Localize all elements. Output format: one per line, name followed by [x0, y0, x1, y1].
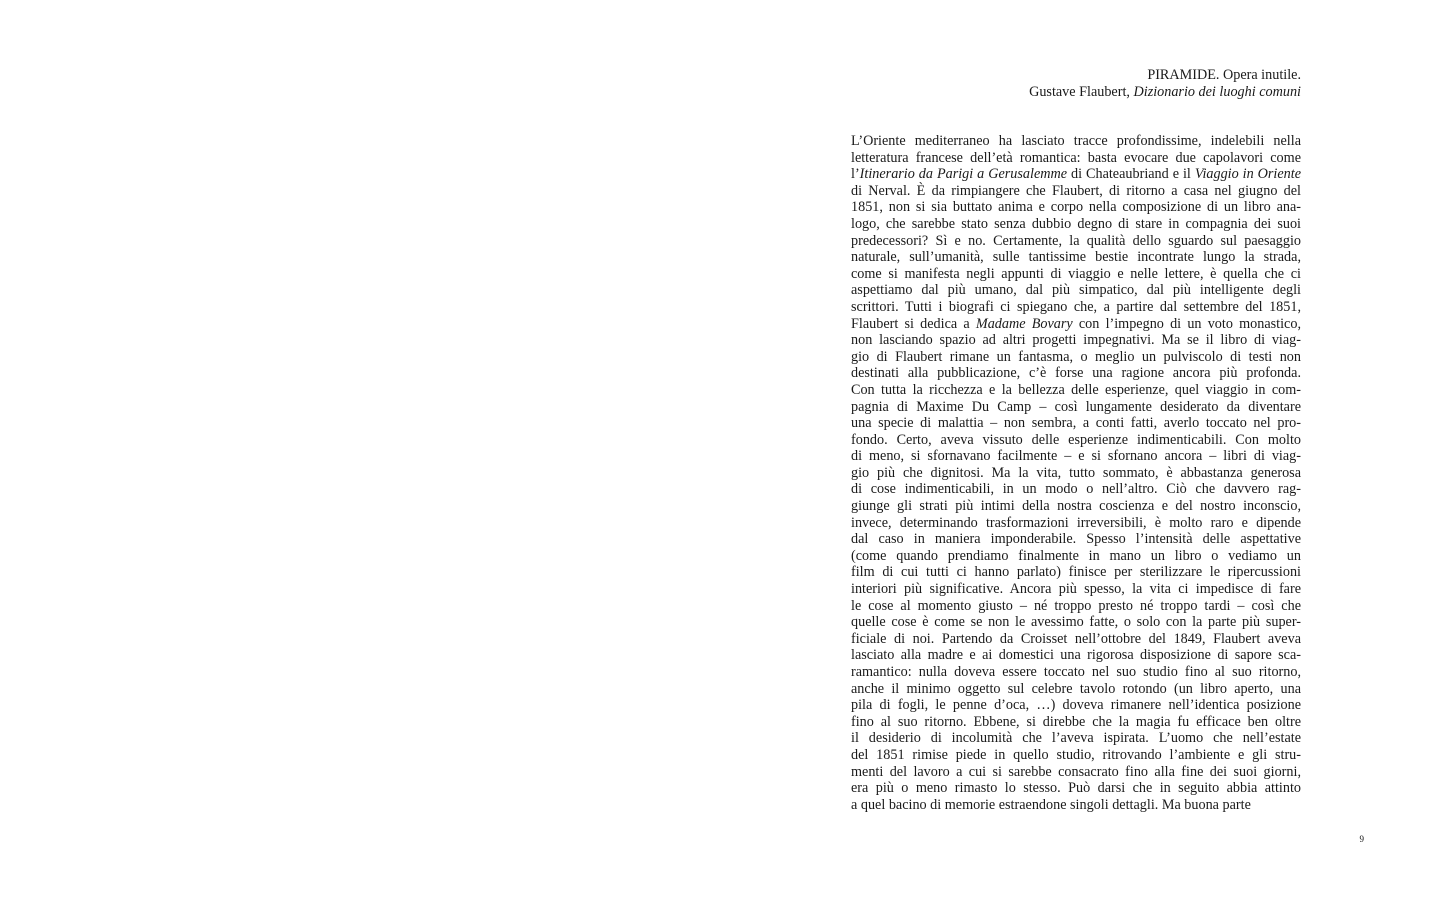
body-line	[851, 249, 1301, 266]
body-text-segment: di Nerval. È da rimpiangere che Flaubert, di ritorno a casa nel giugno del	[851, 182, 1301, 199]
body-text-segment: con l’impegno di un voto monastico,	[1072, 315, 1301, 332]
body-line	[851, 133, 1301, 150]
body-text-segment: aspettiamo dal più umano, dal più simpatico, dal più intelligente degli	[851, 282, 1301, 299]
body-text-segment: quelle cose è come se non le avessimo fatte, o solo con la parte più super-	[851, 614, 1301, 631]
italic-title: Itinerario da Parigi a Gerusalemme	[859, 166, 1068, 183]
body-text-segment: logo, che sarebbe stato senza dubbio degno di stare in compagnia dei suoi	[851, 215, 1301, 232]
body-line	[851, 548, 1301, 565]
body-line	[851, 664, 1301, 681]
body-line	[851, 515, 1301, 532]
body-line	[851, 266, 1301, 283]
body-text-segment: dal caso in maniera imponderabile. Spesso l’intensità delle aspettative	[851, 531, 1301, 548]
body-text-segment: fondo. Certo, aveva vissuto delle esperienze indimenticabili. Con molto	[851, 431, 1301, 448]
body-text-segment: invece, determinando trasformazioni irreversibili, è molto raro e dipende	[851, 514, 1301, 531]
body-text-segment: gio più che dignitosi. Ma la vita, tutto sommato, è abbastanza generosa	[851, 464, 1301, 481]
body-line	[851, 432, 1301, 449]
body-line	[851, 382, 1301, 399]
epigraph-quote: PIRAMIDE. Opera inutile.	[1147, 67, 1301, 83]
body-line	[851, 399, 1301, 416]
body-line	[851, 697, 1301, 714]
body-text-segment: pila di fogli, le penne d’oca, …) doveva rimanere nell’identica posizione	[851, 697, 1301, 714]
body-text-segment: di meno, si sfornavano facilmente – e si sfornano ancora – libri di viag-	[851, 448, 1301, 465]
body-line	[851, 465, 1301, 482]
body-line	[851, 199, 1301, 216]
body-text-segment: ramantico: nulla doveva essere toccato nel suo studio fino al suo ritorno,	[851, 664, 1301, 680]
right-page	[717, 0, 1434, 912]
body-line	[851, 531, 1301, 548]
body-text-segment: l’	[851, 166, 860, 183]
body-line	[851, 282, 1301, 299]
body-text-segment: come si manifesta negli appunti di viaggio e nelle lettere, è quella che ci	[851, 265, 1301, 282]
body-line	[851, 216, 1301, 233]
body-line	[851, 332, 1301, 349]
body-line	[851, 780, 1301, 797]
body-text-segment: ficiale di noi. Partendo da Croisset nell’ottobre del 1849, Flaubert aveva	[851, 630, 1301, 647]
page-number: 9	[1359, 834, 1364, 844]
body-line	[851, 564, 1301, 581]
body-line	[851, 647, 1301, 664]
italic-title: Madame Bovary	[975, 315, 1073, 332]
body-line	[851, 299, 1301, 316]
body-line	[851, 581, 1301, 598]
body-text-segment: era più o meno rimasto lo stesso. Può darsi che in seguito abbia attinto	[851, 780, 1301, 797]
body-text-segment: a quel bacino di memorie estraendone singoli dettagli. Ma buona parte	[851, 796, 1251, 813]
body-text-segment: anche il minimo oggetto sul celebre tavolo rotondo (un libro aperto, una	[851, 680, 1301, 697]
body-text	[851, 133, 1301, 813]
body-line	[851, 448, 1301, 465]
epigraph-work-title: Dizionario dei luoghi comuni	[1133, 84, 1301, 100]
body-text-segment: fino al suo ritorno. Ebbene, si direbbe che la magia fu efficace ben oltre	[851, 713, 1301, 730]
epigraph-attribution	[841, 84, 1301, 101]
body-text-segment: pagnia di Maxime Du Camp – così lungamente desiderato da diventare	[851, 398, 1301, 415]
body-text-segment: 1851, non si sia buttato anima e corpo nella composizione di un libro ana-	[851, 199, 1301, 216]
body-text-segment: (come quando prendiamo finalmente in mano un libro o vediamo un	[851, 547, 1301, 564]
body-text-segment: non lasciando spazio ad altri progetti impegnativi. Ma se il libro di viag-	[851, 332, 1301, 349]
body-line	[851, 631, 1301, 648]
body-line	[851, 166, 1301, 183]
body-text-segment: predecessori? Sì e no. Certamente, la qualità dello sguardo sul paesaggio	[851, 232, 1301, 249]
body-text-segment: L’Oriente mediterraneo ha lasciato tracce profondissime, indelebili nella	[851, 133, 1301, 149]
body-text-segment: interiori più significative. Ancora più spesso, la vita ci impedisce di fare	[851, 581, 1301, 598]
body-text-segment: menti del lavoro a cui si sarebbe consacrato fino alla fine dei suoi giorni,	[851, 763, 1301, 780]
body-text-segment: letteratura francese dell’età romantica: basta evocare due capolavori come	[851, 149, 1301, 166]
body-line	[851, 183, 1301, 200]
body-text-segment: film di cui tutti ci hanno parlato) finisce per sterilizzare le ripercussioni	[851, 564, 1301, 581]
body-line	[851, 415, 1301, 432]
body-text-segment: naturale, sull’umanità, sulle tantissime bestie incontrate lungo la strada,	[851, 249, 1301, 266]
body-line	[851, 498, 1301, 515]
body-line	[851, 747, 1301, 764]
body-text-segment: gio di Flaubert rimane un fantasma, o meglio un pulviscolo di testi non	[851, 348, 1301, 365]
epigraph	[841, 67, 1301, 101]
body-line	[851, 365, 1301, 382]
body-text-segment: del 1851 rimise piede in quello studio, ritrovando l’ambiente e gli stru-	[851, 746, 1301, 763]
body-line	[851, 614, 1301, 631]
body-line	[851, 714, 1301, 731]
body-text-segment: giunge gli strati più intimi della nostra coscienza e del nostro inconscio,	[851, 498, 1301, 515]
body-line	[851, 233, 1301, 250]
body-line	[851, 481, 1301, 498]
body-line	[851, 764, 1301, 781]
epigraph-author: Gustave Flaubert,	[1029, 84, 1134, 100]
body-text-segment: destinati alla pubblicazione, c’è forse una ragione ancora più profonda.	[851, 365, 1301, 382]
body-text-segment: Con tutta la ricchezza e la bellezza delle esperienze, quel viaggio in com-	[851, 381, 1301, 398]
body-line	[851, 349, 1301, 366]
body-text-segment: Flaubert si dedica a	[851, 315, 976, 332]
body-text-segment: il desiderio di incolumità che l’aveva ispirata. L’uomo che nell’estate	[851, 730, 1301, 747]
body-line	[851, 797, 1301, 814]
body-line	[851, 598, 1301, 615]
italic-title: Viaggio in Oriente	[1194, 166, 1302, 183]
body-text-segment: una specie di malattia – non sembra, a conti fatti, averlo toccato nel pro-	[851, 415, 1301, 432]
body-line	[851, 150, 1301, 167]
body-text-segment: scrittori. Tutti i biografi ci spiegano che, a partire dal settembre del 1851,	[851, 298, 1301, 315]
body-line	[851, 681, 1301, 698]
body-text-segment: di cose indimenticabili, in un modo o nell’altro. Ciò che davvero rag-	[851, 481, 1301, 498]
body-text-segment: lasciato alla madre e ai domestici una rigorosa disposizione di sapore sca-	[851, 647, 1301, 664]
body-text-segment: le cose al momento giusto – né troppo presto né troppo tardi – così che	[851, 597, 1301, 614]
body-text-segment: di Chateaubriand e il	[1067, 166, 1195, 183]
body-line	[851, 730, 1301, 747]
body-line	[851, 316, 1301, 333]
